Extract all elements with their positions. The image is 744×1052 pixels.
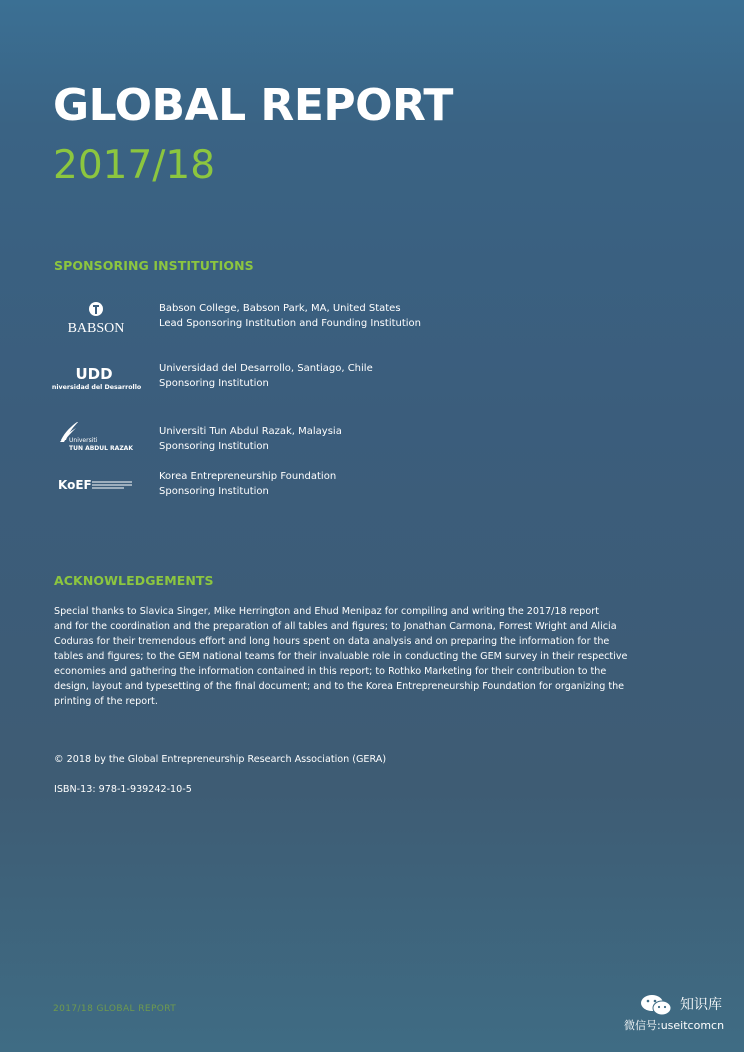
utar-logo-subtext: TUN ABDUL RAZAK (69, 445, 133, 452)
sponsor-line2: Lead Sponsoring Institution and Founding Institution (159, 317, 422, 329)
report-year: 2017/18 (53, 143, 216, 188)
ack-line: Coduras for their tremendous effort and long hours spent on data analysis and on preparing the information for the (54, 636, 610, 647)
sponsor-row-babson (52, 302, 512, 346)
acknowledgements-body (54, 604, 654, 709)
udd-logo-subtext: Universidad del Desarrollo (52, 384, 142, 391)
sponsor-line1: Universiti Tun Abdul Razak, Malaysia (159, 426, 342, 437)
ack-line: and for the coordination and the preparation of all tables and figures; to Jonathan Carmona, Forrest Wright and Alicia (54, 621, 617, 632)
sponsor-line2: Sponsoring Institution (159, 485, 269, 497)
watermark-name: 知识库 (680, 997, 722, 1013)
udd-logo-text: UDD (75, 365, 113, 383)
ack-line: economies and gathering the information contained in this report; to Rothko Marketing for their contribution to the (54, 666, 607, 677)
sponsor-line1: Babson College, Babson Park, MA, United States (159, 303, 401, 314)
sponsor-row-udd (52, 362, 512, 406)
sponsor-line2: Sponsoring Institution (159, 377, 269, 389)
acknowledgements-heading: ACKNOWLEDGEMENTS (54, 573, 214, 588)
babson-logo-text: BABSON (67, 321, 125, 336)
sponsors-heading: SPONSORING INSTITUTIONS (54, 258, 254, 273)
sponsor-row-koef (52, 470, 512, 514)
koef-logo (52, 470, 142, 514)
sponsor-line1: Universidad del Desarrollo, Santiago, Chile (159, 363, 373, 374)
udd-logo (52, 362, 142, 406)
utar-logo-text: Universiti (69, 437, 98, 444)
wechat-icon (640, 994, 674, 1016)
ack-line: tables and figures; to the GEM national teams for their invaluable role in conducting the GEM survey in their respective (54, 651, 628, 662)
babson-logo (52, 302, 142, 346)
ack-line: printing of the report. (54, 696, 158, 707)
ack-line: Special thanks to Slavica Singer, Mike Herrington and Ehud Menipaz for compiling and writing the 2017/18 report (54, 606, 599, 617)
sponsor-line2: Sponsoring Institution (159, 440, 269, 452)
watermark-id: 微信号:useitcomcn (624, 1019, 725, 1032)
sponsor-line1: Korea Entrepreneurship Foundation (159, 471, 337, 482)
watermark (624, 994, 734, 1038)
footer-label: 2017/18 GLOBAL REPORT (53, 1004, 177, 1014)
utar-logo (52, 422, 142, 466)
ack-line: design, layout and typesetting of the final document; and to the Korea Entrepreneurship Foundation for organizing the (54, 681, 625, 692)
isbn: ISBN-13: 978-1-939242-10-5 (54, 784, 192, 795)
sponsor-row-utar (52, 422, 512, 466)
report-title: GLOBAL REPORT (53, 80, 453, 131)
koef-logo-text: KoEF (58, 478, 92, 492)
copyright-notice: © 2018 by the Global Entrepreneurship Research Association (GERA) (54, 754, 387, 765)
